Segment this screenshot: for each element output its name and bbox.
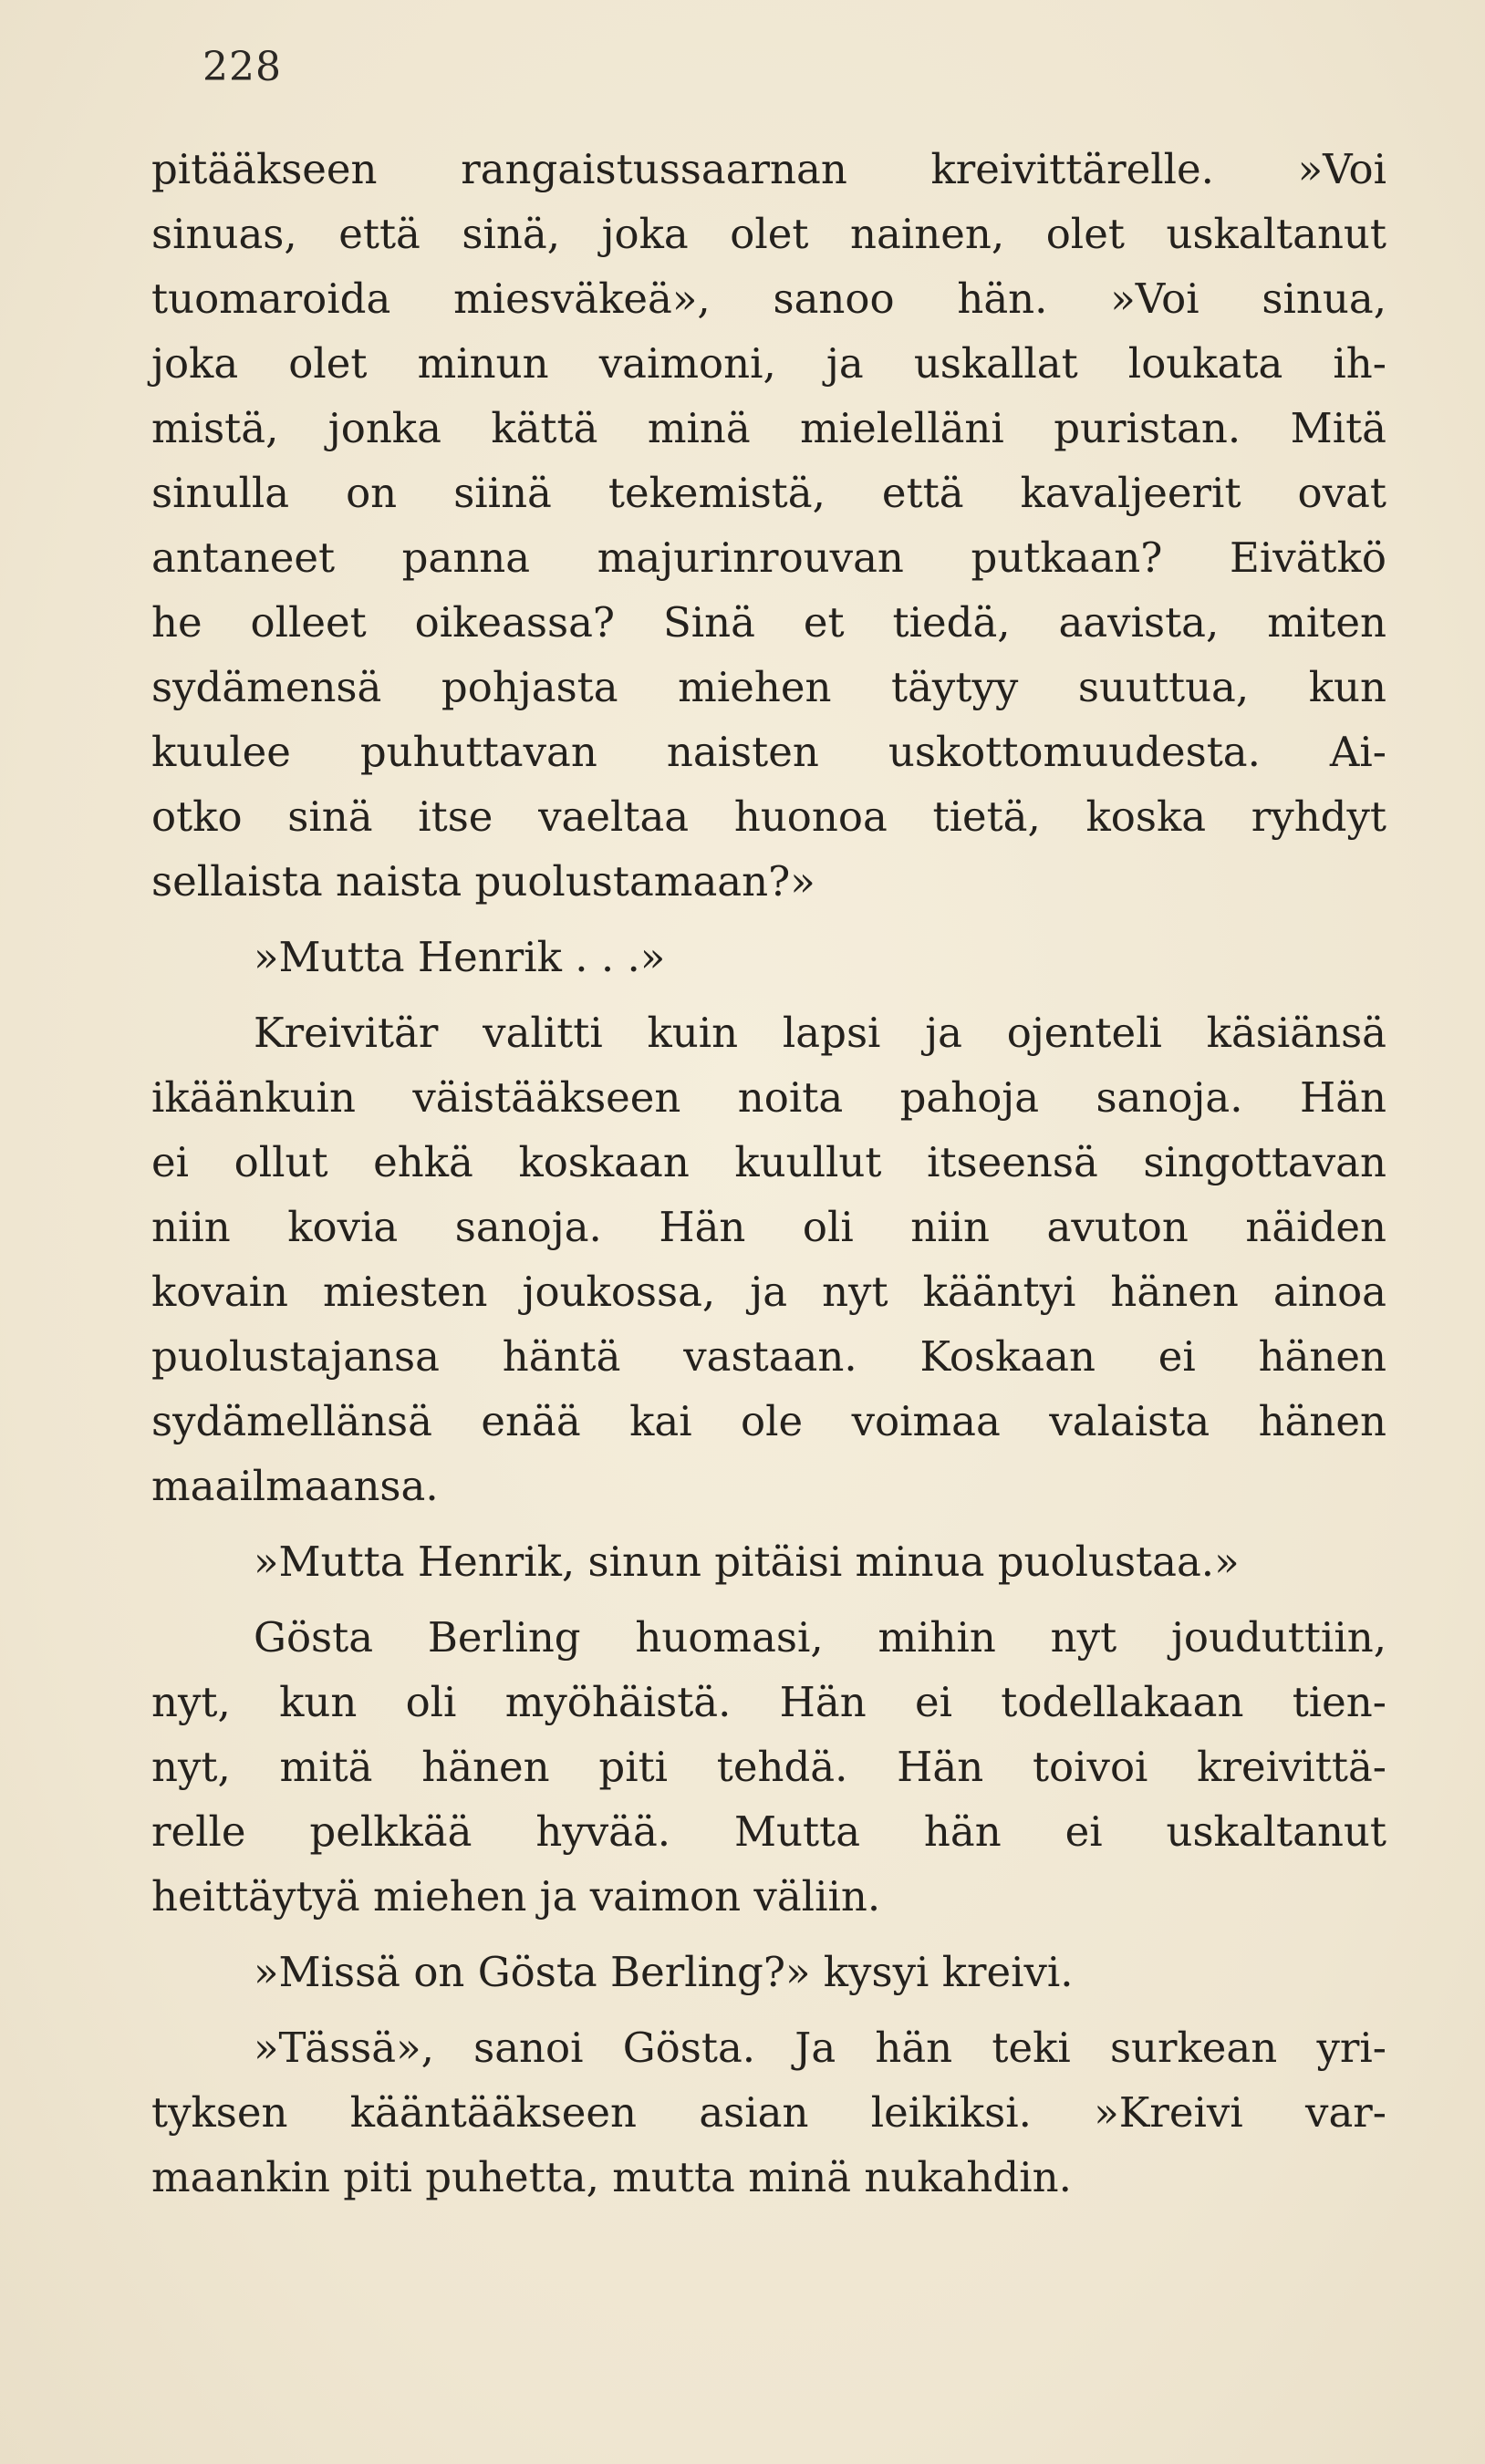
text-line: »Missä on Gösta Berling?» kysyi kreivi. [254,1948,1074,1996]
text-line: pitääkseen rangaistussaarnan kreivittärelle. »Voi [151,145,1386,193]
paragraph-gap [151,1929,1386,1940]
text-line: mistä, jonka kättä minä mielelläni puristan. Mitä [151,404,1386,452]
text-line: puolustajansa häntä vastaan. Koskaan ei hänen [151,1332,1386,1381]
text-line: sellaista naista puolustamaan?» [151,857,815,906]
text-line: joka olet minun vaimoni, ja uskallat loukata ih- [151,339,1386,388]
text-line: antaneet panna majurinrouvan putkaan? Eivätkö [151,533,1386,582]
paragraph [151,1605,1386,1929]
text-line: sydämellänsä enää kai ole voimaa valaista hänen [151,1397,1386,1445]
text-line: sydämensä pohjasta miehen täytyy suuttua, kun [151,663,1386,711]
text-line: he olleet oikeassa? Sinä et tiedä, aavista, miten [151,598,1386,647]
text-line: relle pelkkää hyvää. Mutta hän ei uskaltanut [151,1807,1386,1856]
text-line: nyt, kun oli myöhäistä. Hän ei todellakaan tien- [151,1678,1386,1726]
text-line: nyt, mitä hänen piti tehdä. Hän toivoi kreivittä- [151,1743,1386,1791]
text-line: maailmaansa. [151,1462,439,1510]
text-line: Kreivitär valitti kuin lapsi ja ojenteli käsiänsä [254,1009,1386,1057]
text-line: kovain miesten joukossa, ja nyt kääntyi hänen ainoa [151,1268,1386,1316]
text-line: maankin piti puhetta, mutta minä nukahdin. [151,2153,1072,2201]
text-line: »Mutta Henrik, sinun pitäisi minua puolustaa.» [254,1537,1240,1586]
text-line: ikäänkuin väistääkseen noita pahoja sanoja. Hän [151,1073,1386,1122]
page-number: 228 [202,44,282,90]
text-line: otko sinä itse vaeltaa huonoa tietä, koska ryhdyt [151,792,1386,841]
paragraph-gap [151,1594,1386,1605]
paragraph-gap [151,1518,1386,1529]
text-line: »Mutta Henrik . . .» [254,933,666,981]
text-line: kuulee puhuttavan naisten uskottomuudesta. Ai- [151,728,1386,776]
paragraph [151,2015,1386,2210]
paragraph-gap [151,914,1386,925]
paragraph [151,1940,1386,2004]
paragraph [151,925,1386,989]
text-line: »Tässä», sanoi Gösta. Ja hän teki surkean yri- [254,2024,1386,2072]
body-text [151,137,1386,2210]
text-line: niin kovia sanoja. Hän oli niin avuton näiden [151,1203,1386,1251]
text-line: tyksen kääntääkseen asian leikiksi. »Kreivi var- [151,2088,1386,2137]
text-line: sinulla on siinä tekemistä, että kavaljeerit ovat [151,469,1386,517]
text-line: ei ollut ehkä koskaan kuullut itseensä singottavan [151,1138,1386,1186]
paragraph-gap [151,2004,1386,2015]
text-line: heittäytyä miehen ja vaimon väliin. [151,1872,881,1920]
paragraph [151,1000,1386,1518]
text-line: tuomaroida miesväkeä», sanoo hän. »Voi sinua, [151,274,1386,323]
text-line: Gösta Berling huomasi, mihin nyt jouduttiin, [254,1613,1386,1662]
paragraph [151,1529,1386,1594]
text-line: sinuas, että sinä, joka olet nainen, olet uskaltanut [151,210,1386,258]
paragraph-gap [151,989,1386,1000]
paragraph [151,137,1386,914]
